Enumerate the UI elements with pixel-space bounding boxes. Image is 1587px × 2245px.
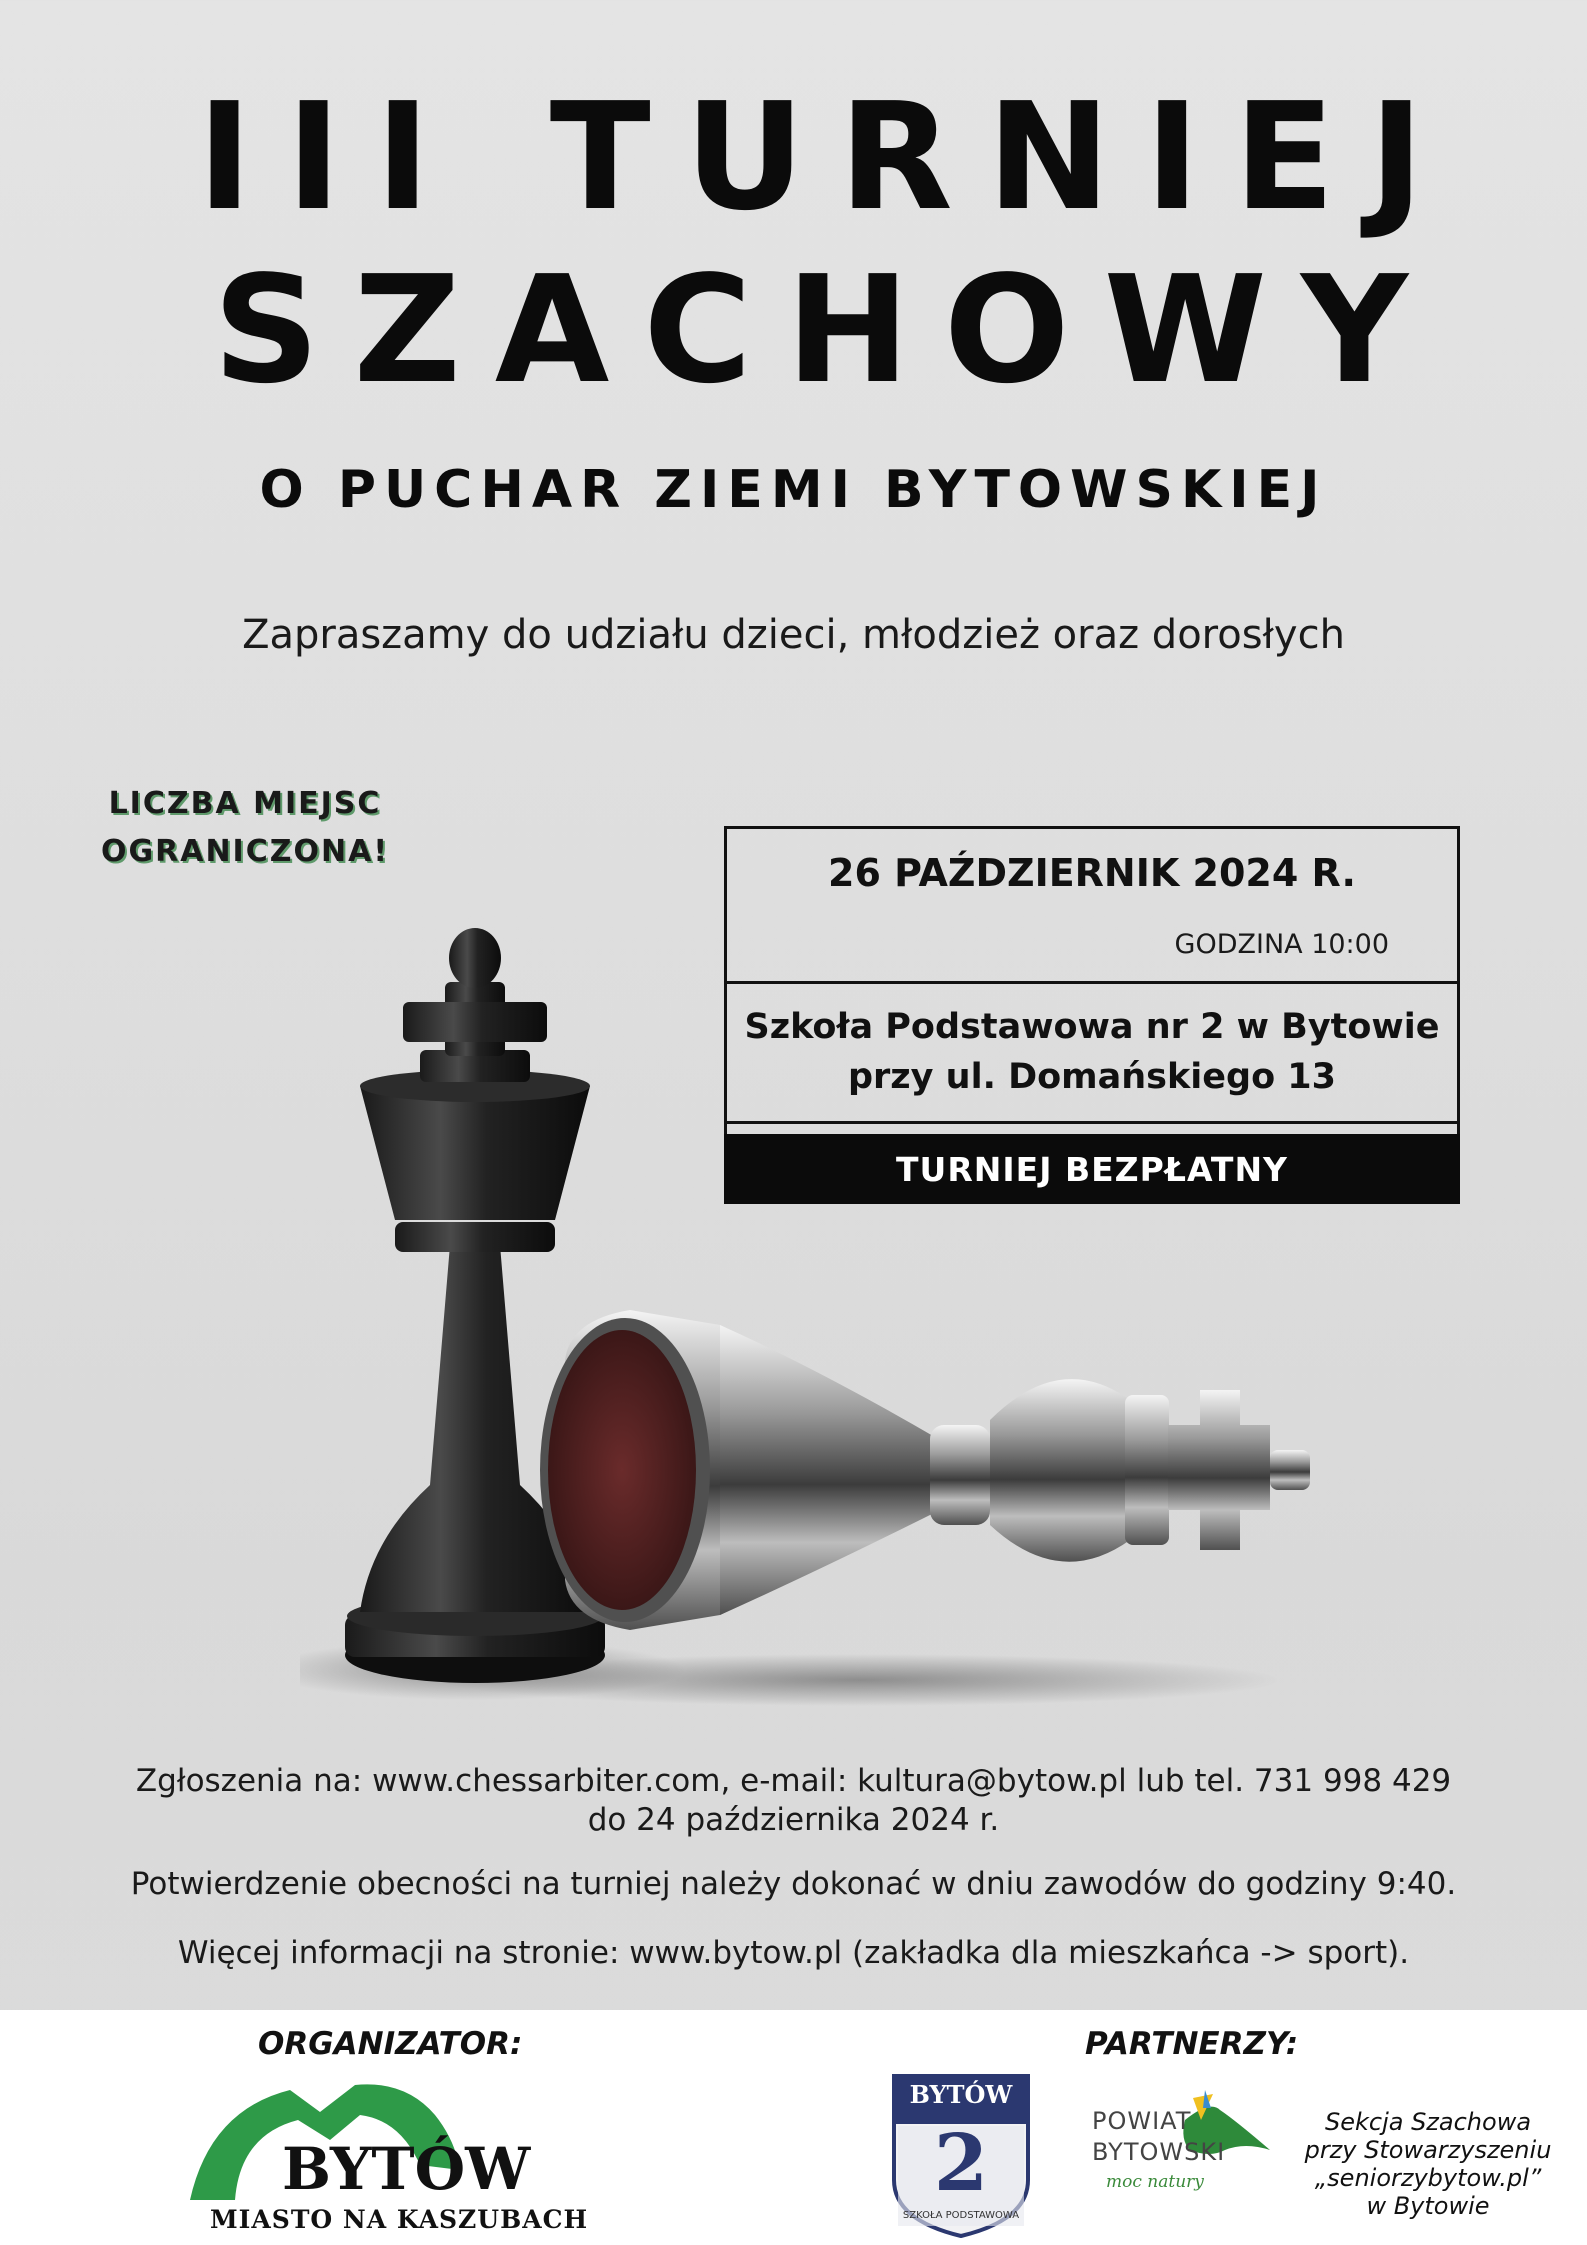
- organizer-heading: ORGANIZATOR:: [258, 2026, 523, 2062]
- venue-line-1: Szkoła Podstawowa nr 2 w Bytowie: [744, 1007, 1440, 1047]
- footer-sponsors: [0, 2010, 1587, 2245]
- title-line-2: SZACHOWY: [212, 244, 1443, 416]
- registration-info: Zgłoszenia na: www.chessarbiter.com, e-mail: kultura@bytow.pl lub tel. 731 998 429: [135, 1763, 1452, 1799]
- limited-places-notice: [80, 780, 410, 876]
- more-info: Więcej informacji na stronie: www.bytow.pl (zakładka dla mieszkańca -> sport).: [177, 1935, 1410, 1971]
- chess-section-line-3: „seniorzybytow.pl”: [1314, 2164, 1542, 2192]
- event-time: GODZINA 10:00: [1174, 929, 1389, 960]
- school-logo-caption: SZKOŁA PODSTAWOWA: [902, 2210, 1020, 2221]
- venue-line-2: przy ul. Domańskiego 13: [847, 1057, 1337, 1097]
- chess-section-line-1: Sekcja Szachowa: [1324, 2108, 1532, 2136]
- powiat-tagline: moc natury: [1106, 2172, 1204, 2192]
- organizer-city: BYTÓW: [282, 2135, 531, 2203]
- chess-section-line-2: przy Stowarzyszeniu: [1304, 2136, 1552, 2164]
- organizer-tagline: MIASTO NA KASZUBACH: [210, 2205, 589, 2234]
- invitation-text: Zapraszamy do udziału dzieci, młodzież oraz dorosłych: [242, 612, 1345, 658]
- attendance-confirmation: Potwierdzenie obecności na turniej należy dokonać w dniu zawodów do godziny 9:40.: [130, 1866, 1457, 1902]
- school-logo-number: 2: [933, 2118, 989, 2209]
- subtitle: O PUCHAR ZIEMI BYTOWSKIEJ: [259, 460, 1328, 520]
- powiat-line-1: POWIAT: [1092, 2107, 1192, 2135]
- chess-kings-image: [300, 900, 1400, 1740]
- limited-line-1: LICZBA MIEJSC: [108, 786, 382, 821]
- partners-heading: PARTNERZY:: [1085, 2026, 1299, 2062]
- limited-line-2: OGRANICZONA!: [101, 834, 389, 869]
- silver-king-icon: [540, 1310, 1310, 1630]
- event-date: 26 PAŹDZIERNIK 2024 R.: [828, 851, 1356, 895]
- free-entry-label: TURNIEJ BEZPŁATNY: [896, 1150, 1288, 1189]
- registration-deadline: do 24 października 2024 r.: [587, 1802, 1000, 1838]
- powiat-line-2: BYTOWSKI: [1092, 2138, 1226, 2166]
- title-line-1: III TURNIEJ: [197, 71, 1458, 243]
- school-logo-name: BYTÓW: [909, 2080, 1013, 2109]
- chess-section-line-4: w Bytowie: [1366, 2192, 1490, 2220]
